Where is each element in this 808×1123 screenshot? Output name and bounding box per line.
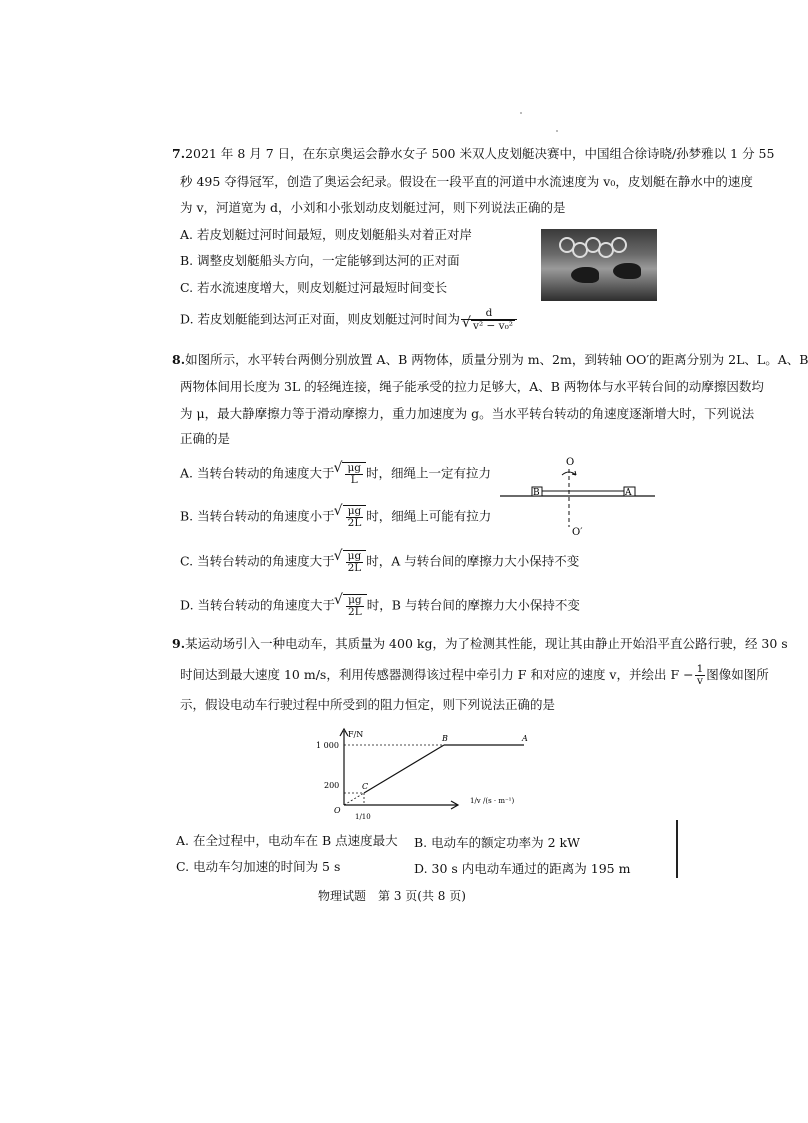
q7-number: 7.: [172, 146, 186, 161]
q9-line2-num: 1: [696, 663, 704, 675]
q8-option-b-den: 2L: [347, 517, 362, 529]
q8-line4: 正确的是: [180, 431, 231, 446]
q7-option-d-numerator: d: [461, 308, 517, 320]
q7-line1: [172, 146, 774, 162]
q8-option-a-num: √ μg: [347, 462, 362, 474]
axis-top-label: O: [566, 457, 575, 468]
q8-option-d-pre: D. 当转台转动的角速度大于: [180, 597, 336, 613]
rower-icon: [613, 263, 641, 279]
q8-option-a-den: L: [350, 474, 358, 486]
q8-option-b-post: 时，细绳上可能有拉力: [366, 508, 492, 524]
q9-option-c: C. 电动车匀加速的时间为 5 s: [176, 859, 341, 874]
q9-option-b: B. 电动车的额定功率为 2 kW: [414, 835, 580, 850]
q9-line2: [180, 664, 769, 687]
q8-option-a-pre: A. 当转台转动的角速度大于: [180, 465, 335, 481]
q8-line1-text: 如图所示，水平转台两侧分别放置 A、B 两物体，质量分别为 m、2m，到转轴 OO′的距离分别为 2L、L。A、B: [185, 352, 808, 367]
q8-option-c-pre: C. 当转台转动的角速度大于: [180, 553, 335, 569]
q7-option-b: B. 调整皮划艇船头方向，一定能够到达河的正对面: [180, 253, 460, 268]
f-inverse-v-chart: [310, 727, 528, 821]
q7-option-c: C. 若水流速度增大，则皮划艇过河最短时间变长: [180, 280, 448, 295]
scan-speck: [556, 130, 558, 132]
point-label-b: B: [442, 734, 448, 743]
q8-option-d-post: 时，B 与转台间的摩擦力大小保持不变: [366, 597, 580, 613]
point-label-c: C: [362, 782, 369, 791]
q7-line1-text: 2021 年 8 月 7 日，在东京奥运会静水女子 500 米双人皮划艇决赛中，中国组合徐诗晓/孙梦雅以 1 分 55: [185, 146, 775, 161]
turntable-diagram: [500, 455, 660, 537]
q8-line2: 两物体间用长度为 3L 的轻绳连接，绳子能承受的拉力足够大，A、B 两物体与水平转台间的动摩擦因数均: [180, 379, 764, 394]
q9-line2-den: v: [696, 675, 703, 687]
q8-option-d-num: √ μg: [346, 595, 364, 607]
q7-option-d-text: D. 若皮划艇能到达河正对面，则皮划艇过河时间为: [180, 311, 461, 327]
scan-speck: [520, 112, 522, 114]
q9-line3: 示，假设电动车行驶过程中所受到的阻力恒定，则下列说法正确的是: [180, 697, 556, 712]
q9-line2-pre: 时间达到最大速度 10 m/s，利用传感器测得该过程中牵引力 F 和对应的速度 v，并绘出 F −: [180, 667, 694, 682]
q8-option-d-den: 2L: [348, 606, 362, 618]
q7-option-d-fraction: [461, 308, 517, 332]
block-a-label: A: [625, 488, 632, 498]
q9-number: 9.: [172, 636, 186, 651]
q8-number: 8.: [172, 352, 186, 367]
y-tick-1000: 1 000: [316, 741, 339, 750]
q8-option-d: [180, 594, 580, 618]
kayak-race-photo: [541, 229, 657, 301]
q8-option-a-post: 时，细绳上一定有拉力: [366, 465, 492, 481]
q9-option-d: D. 30 s 内电动车通过的距离为 195 m: [414, 861, 631, 876]
q8-option-c-num: √ μg: [346, 551, 364, 563]
q7-option-a: A. 若皮划艇过河时间最短，则皮划艇船头对着正对岸: [180, 227, 472, 242]
y-axis-label: F/N: [348, 730, 364, 739]
q8-option-c-post: 时，A 与转台间的摩擦力大小保持不变: [366, 553, 580, 569]
q9-line1-text: 某运动场引入一种电动车，其质量为 400 kg，为了检测其性能，现让其由静止开始沿平直公路行驶，经 30 s: [185, 636, 788, 651]
axis-bottom-label: O′: [572, 527, 583, 538]
q7-line3: 为 v，河道宽为 d，小刘和小张划动皮划艇过河，则下列说法正确的是: [180, 200, 566, 215]
y-tick-200: 200: [324, 781, 340, 790]
q7-option-d-denominator: √ v² − v₀²: [471, 320, 515, 332]
q8-line1: [172, 352, 808, 368]
olympic-rings-icon: [559, 237, 639, 251]
q8-option-b: [180, 505, 491, 529]
q8-option-b-num: √ μg: [346, 506, 364, 518]
point-label-a: A: [522, 734, 528, 743]
q9-line1: [172, 636, 788, 652]
q8-line3: 为 μ，最大静摩擦力等于滑动摩擦力，重力加速度为 g。当水平转台转动的角速度逐渐增大时，下列说法: [180, 406, 755, 421]
x-axis-label: 1/v /(s · m⁻¹): [470, 797, 515, 805]
page-footer: 物理试题 第 3 页(共 8 页): [318, 889, 466, 903]
q8-option-b-pre: B. 当转台转动的角速度小于: [180, 508, 335, 524]
rower-icon: [571, 267, 599, 283]
q8-option-c: [180, 550, 579, 574]
q8-option-a: [180, 462, 491, 486]
q8-option-c-den: 2L: [347, 562, 362, 574]
segment-c-b: [364, 745, 444, 793]
scan-margin-line: [676, 820, 678, 878]
q7-option-d: [180, 308, 518, 332]
q7-line2: 秒 495 夺得冠军，创造了奥运会纪录。假设在一段平直的河道中水流速度为 v₀，皮划艇在静水中的速度: [180, 174, 753, 189]
origin-label: O: [334, 806, 341, 815]
x-tick-1-10: 1/10: [355, 813, 371, 821]
q9-line2-post: 图像如图所: [706, 667, 769, 682]
block-b-label: B: [533, 488, 540, 498]
guide-origin-c: [344, 793, 364, 805]
q9-option-a: A. 在全过程中，电动车在 B 点速度最大: [176, 833, 398, 848]
